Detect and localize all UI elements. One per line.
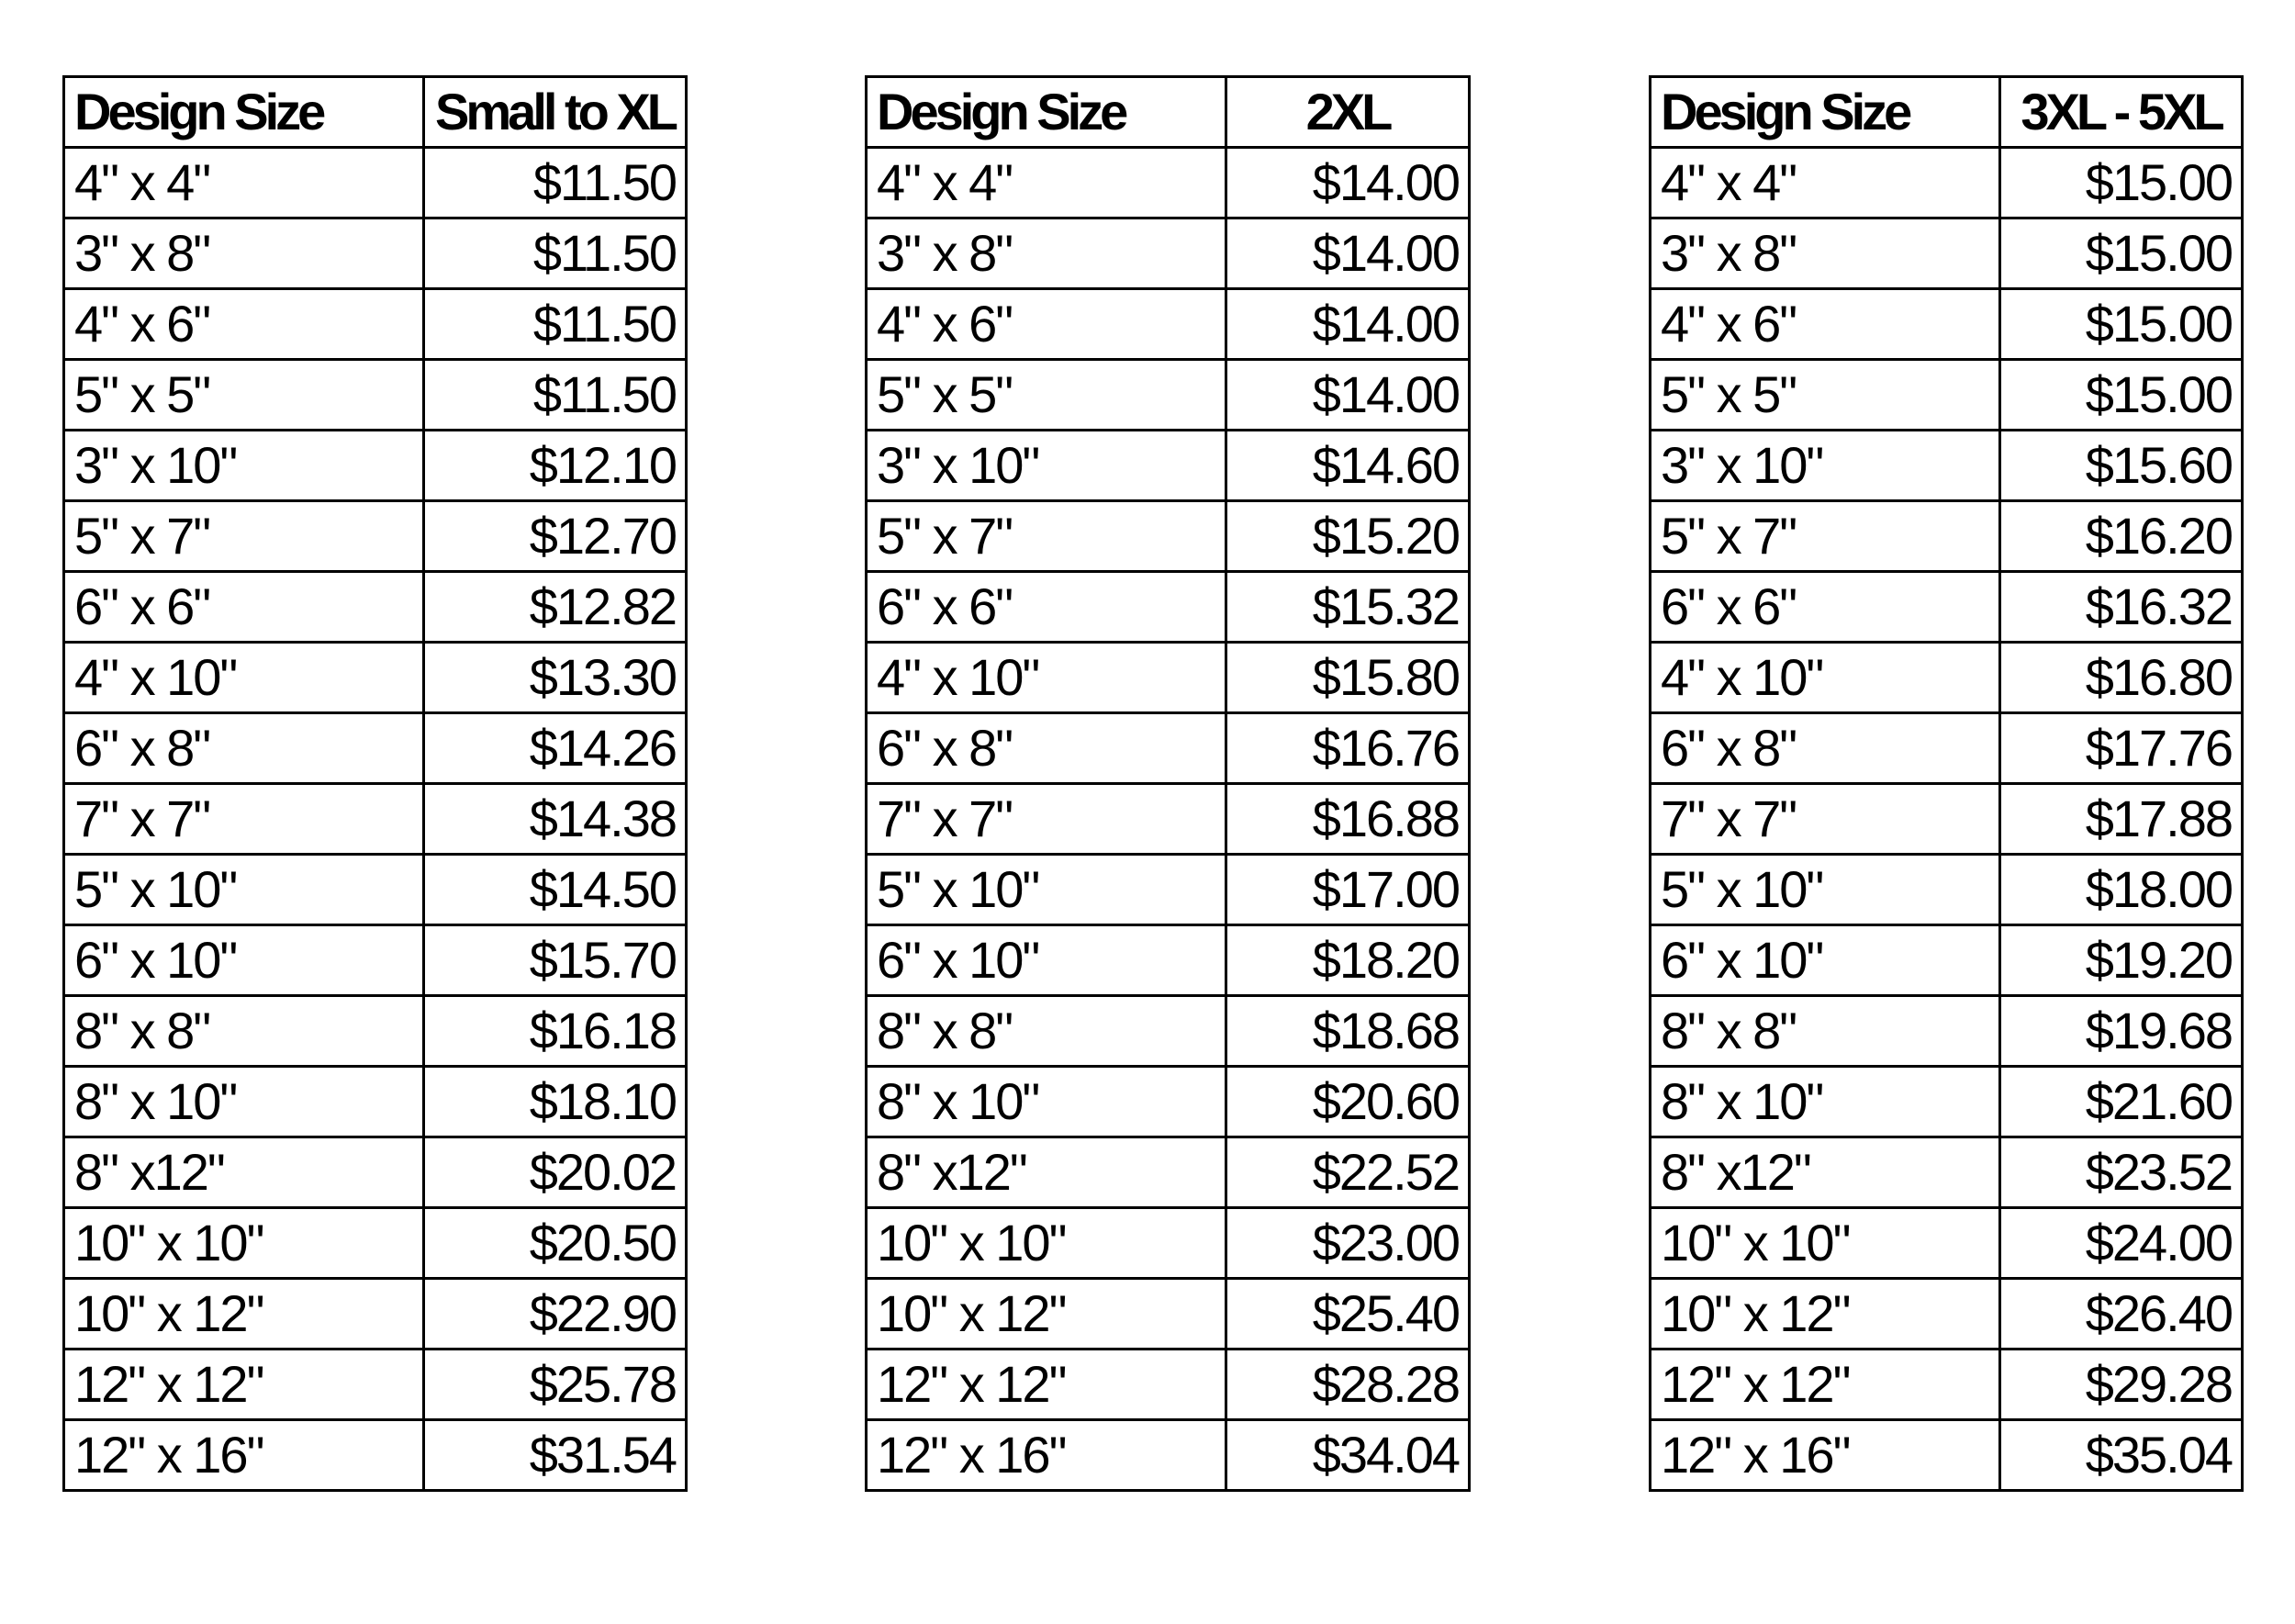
design-size-cell: 4" x 10" <box>1651 643 2000 713</box>
table-row <box>64 148 687 218</box>
price-cell: $15.20 <box>1226 501 1470 572</box>
price-cell: $23.00 <box>1226 1208 1470 1279</box>
design-size-cell: 6" x 10" <box>1651 925 2000 996</box>
price-cell: $29.28 <box>2000 1350 2243 1420</box>
price-cell: $17.88 <box>2000 784 2243 855</box>
price-cell: $11.50 <box>424 289 687 360</box>
price-cell: $12.82 <box>424 572 687 643</box>
table-row <box>1651 1350 2243 1420</box>
price-cell: $16.32 <box>2000 572 2243 643</box>
table-row <box>867 148 1470 218</box>
design-size-cell: 10" x 12" <box>64 1279 424 1350</box>
price-cell: $14.60 <box>1226 431 1470 501</box>
table-body <box>64 148 687 1491</box>
price-cell: $25.40 <box>1226 1279 1470 1350</box>
design-size-cell: 5" x 5" <box>64 360 424 431</box>
price-cell: $11.50 <box>424 148 687 218</box>
price-cell: $34.04 <box>1226 1420 1470 1491</box>
design-size-cell: 5" x 7" <box>64 501 424 572</box>
table-header-row <box>1651 77 2243 148</box>
table-row <box>64 218 687 289</box>
table-row <box>1651 572 2243 643</box>
table-row <box>64 1420 687 1491</box>
table-row <box>64 713 687 784</box>
design-size-cell: 10" x 12" <box>867 1279 1226 1350</box>
price-cell: $31.54 <box>424 1420 687 1491</box>
table-row <box>1651 289 2243 360</box>
design-size-cell: 7" x 7" <box>867 784 1226 855</box>
table-row <box>64 501 687 572</box>
table-row <box>867 1208 1470 1279</box>
price-column-header: 2XL <box>1226 77 1470 148</box>
design-size-cell: 12" x 16" <box>64 1420 424 1491</box>
design-size-cell: 12" x 16" <box>1651 1420 2000 1491</box>
design-size-cell: 4" x 6" <box>867 289 1226 360</box>
price-cell: $22.90 <box>424 1279 687 1350</box>
design-size-cell: 3" x 10" <box>64 431 424 501</box>
table-row <box>64 289 687 360</box>
price-cell: $16.76 <box>1226 713 1470 784</box>
design-size-cell: 5" x 10" <box>64 855 424 925</box>
design-size-header: Design Size <box>867 77 1226 148</box>
design-size-cell: 4" x 4" <box>64 148 424 218</box>
price-cell: $14.00 <box>1226 148 1470 218</box>
table-row <box>867 1067 1470 1137</box>
table-row <box>64 360 687 431</box>
price-cell: $14.00 <box>1226 218 1470 289</box>
table-body <box>1651 148 2243 1491</box>
design-size-cell: 8" x12" <box>1651 1137 2000 1208</box>
table-row <box>1651 1067 2243 1137</box>
design-size-cell: 8" x12" <box>64 1137 424 1208</box>
table-row <box>867 218 1470 289</box>
price-cell: $25.78 <box>424 1350 687 1420</box>
price-column-header: Small to XL <box>424 77 687 148</box>
table-row <box>1651 1208 2243 1279</box>
design-size-cell: 6" x 8" <box>867 713 1226 784</box>
table-row <box>64 1067 687 1137</box>
price-cell: $24.00 <box>2000 1208 2243 1279</box>
price-cell: $15.00 <box>2000 148 2243 218</box>
design-size-cell: 4" x 4" <box>1651 148 2000 218</box>
price-cell: $16.20 <box>2000 501 2243 572</box>
table-row <box>64 1279 687 1350</box>
price-cell: $15.70 <box>424 925 687 996</box>
price-cell: $16.18 <box>424 996 687 1067</box>
table-row <box>64 1208 687 1279</box>
design-size-cell: 8" x 10" <box>1651 1067 2000 1137</box>
table-row <box>64 855 687 925</box>
price-cell: $18.20 <box>1226 925 1470 996</box>
design-size-cell: 7" x 7" <box>1651 784 2000 855</box>
design-size-cell: 12" x 12" <box>1651 1350 2000 1420</box>
table-row <box>867 501 1470 572</box>
design-size-cell: 5" x 5" <box>1651 360 2000 431</box>
price-cell: $21.60 <box>2000 1067 2243 1137</box>
price-cell: $26.40 <box>2000 1279 2243 1350</box>
table-row <box>64 996 687 1067</box>
table-row <box>1651 431 2243 501</box>
design-size-cell: 4" x 10" <box>64 643 424 713</box>
table-row <box>64 431 687 501</box>
price-cell: $18.68 <box>1226 996 1470 1067</box>
price-cell: $15.32 <box>1226 572 1470 643</box>
table-row <box>867 996 1470 1067</box>
design-size-cell: 10" x 10" <box>1651 1208 2000 1279</box>
design-size-cell: 3" x 10" <box>1651 431 2000 501</box>
design-size-header: Design Size <box>1651 77 2000 148</box>
table-header-row <box>64 77 687 148</box>
design-size-header: Design Size <box>64 77 424 148</box>
table-row <box>867 431 1470 501</box>
design-size-cell: 5" x 10" <box>1651 855 2000 925</box>
price-cell: $15.00 <box>2000 289 2243 360</box>
design-size-cell: 4" x 4" <box>867 148 1226 218</box>
design-size-cell: 12" x 12" <box>867 1350 1226 1420</box>
table-row <box>867 925 1470 996</box>
price-cell: $14.38 <box>424 784 687 855</box>
table-row <box>1651 643 2243 713</box>
price-cell: $14.00 <box>1226 360 1470 431</box>
table-row <box>867 784 1470 855</box>
price-cell: $16.80 <box>2000 643 2243 713</box>
table-row <box>1651 713 2243 784</box>
design-size-cell: 5" x 7" <box>1651 501 2000 572</box>
design-size-cell: 3" x 8" <box>867 218 1226 289</box>
price-cell: $20.60 <box>1226 1067 1470 1137</box>
table-row <box>1651 148 2243 218</box>
price-column-header: 3XL - 5XL <box>2000 77 2243 148</box>
price-cell: $13.30 <box>424 643 687 713</box>
table-row <box>1651 925 2243 996</box>
price-cell: $17.76 <box>2000 713 2243 784</box>
table-row <box>64 784 687 855</box>
price-cell: $22.52 <box>1226 1137 1470 1208</box>
price-cell: $11.50 <box>424 218 687 289</box>
price-cell: $20.02 <box>424 1137 687 1208</box>
design-size-cell: 12" x 16" <box>867 1420 1226 1491</box>
table-row <box>867 855 1470 925</box>
design-size-cell: 4" x 6" <box>1651 289 2000 360</box>
design-size-cell: 8" x 8" <box>867 996 1226 1067</box>
price-cell: $17.00 <box>1226 855 1470 925</box>
design-size-cell: 4" x 6" <box>64 289 424 360</box>
price-cell: $14.26 <box>424 713 687 784</box>
price-cell: $19.68 <box>2000 996 2243 1067</box>
design-size-cell: 6" x 6" <box>867 572 1226 643</box>
design-size-cell: 3" x 8" <box>64 218 424 289</box>
price-cell: $18.10 <box>424 1067 687 1137</box>
design-size-cell: 12" x 12" <box>64 1350 424 1420</box>
table-row <box>867 572 1470 643</box>
price-cell: $35.04 <box>2000 1420 2243 1491</box>
price-cell: $16.88 <box>1226 784 1470 855</box>
table-row <box>867 289 1470 360</box>
price-cell: $15.80 <box>1226 643 1470 713</box>
design-size-cell: 7" x 7" <box>64 784 424 855</box>
table-row <box>867 1350 1470 1420</box>
price-cell: $23.52 <box>2000 1137 2243 1208</box>
design-size-cell: 3" x 8" <box>1651 218 2000 289</box>
design-size-cell: 6" x 10" <box>64 925 424 996</box>
table-row <box>867 1279 1470 1350</box>
price-cell: $14.00 <box>1226 289 1470 360</box>
price-cell: $15.00 <box>2000 218 2243 289</box>
table-row <box>1651 1420 2243 1491</box>
design-size-cell: 8" x12" <box>867 1137 1226 1208</box>
table-row <box>1651 360 2243 431</box>
table-row <box>867 360 1470 431</box>
design-size-cell: 6" x 10" <box>867 925 1226 996</box>
design-size-cell: 6" x 8" <box>1651 713 2000 784</box>
design-size-cell: 5" x 10" <box>867 855 1226 925</box>
price-cell: $12.10 <box>424 431 687 501</box>
design-size-cell: 6" x 6" <box>1651 572 2000 643</box>
design-size-cell: 8" x 10" <box>867 1067 1226 1137</box>
price-cell: $18.00 <box>2000 855 2243 925</box>
design-size-cell: 6" x 6" <box>64 572 424 643</box>
table-row <box>1651 1137 2243 1208</box>
design-size-cell: 10" x 12" <box>1651 1279 2000 1350</box>
table-row <box>1651 1279 2243 1350</box>
table-row <box>1651 996 2243 1067</box>
price-cell: $11.50 <box>424 360 687 431</box>
design-size-cell: 10" x 10" <box>64 1208 424 1279</box>
table-row <box>1651 784 2243 855</box>
table-row <box>64 572 687 643</box>
table-row <box>64 1350 687 1420</box>
design-size-cell: 8" x 8" <box>64 996 424 1067</box>
design-size-cell: 5" x 5" <box>867 360 1226 431</box>
table-row <box>1651 855 2243 925</box>
price-cell: $20.50 <box>424 1208 687 1279</box>
price-table-3xl-5xl <box>1649 75 2244 1492</box>
table-row <box>1651 501 2243 572</box>
price-cell: $28.28 <box>1226 1350 1470 1420</box>
table-body <box>867 148 1470 1491</box>
price-cell: $19.20 <box>2000 925 2243 996</box>
design-size-cell: 4" x 10" <box>867 643 1226 713</box>
design-size-cell: 5" x 7" <box>867 501 1226 572</box>
design-size-cell: 3" x 10" <box>867 431 1226 501</box>
table-header-row <box>867 77 1470 148</box>
price-table-small-to-xl <box>62 75 688 1492</box>
design-size-cell: 8" x 8" <box>1651 996 2000 1067</box>
table-row <box>867 643 1470 713</box>
table-row <box>867 713 1470 784</box>
design-size-cell: 6" x 8" <box>64 713 424 784</box>
design-size-cell: 8" x 10" <box>64 1067 424 1137</box>
table-row <box>64 1137 687 1208</box>
table-row <box>64 925 687 996</box>
table-row <box>1651 218 2243 289</box>
table-row <box>64 643 687 713</box>
price-cell: $15.00 <box>2000 360 2243 431</box>
price-cell: $15.60 <box>2000 431 2243 501</box>
table-row <box>867 1137 1470 1208</box>
price-cell: $14.50 <box>424 855 687 925</box>
table-row <box>867 1420 1470 1491</box>
price-table-2xl <box>865 75 1471 1492</box>
price-cell: $12.70 <box>424 501 687 572</box>
design-size-cell: 10" x 10" <box>867 1208 1226 1279</box>
